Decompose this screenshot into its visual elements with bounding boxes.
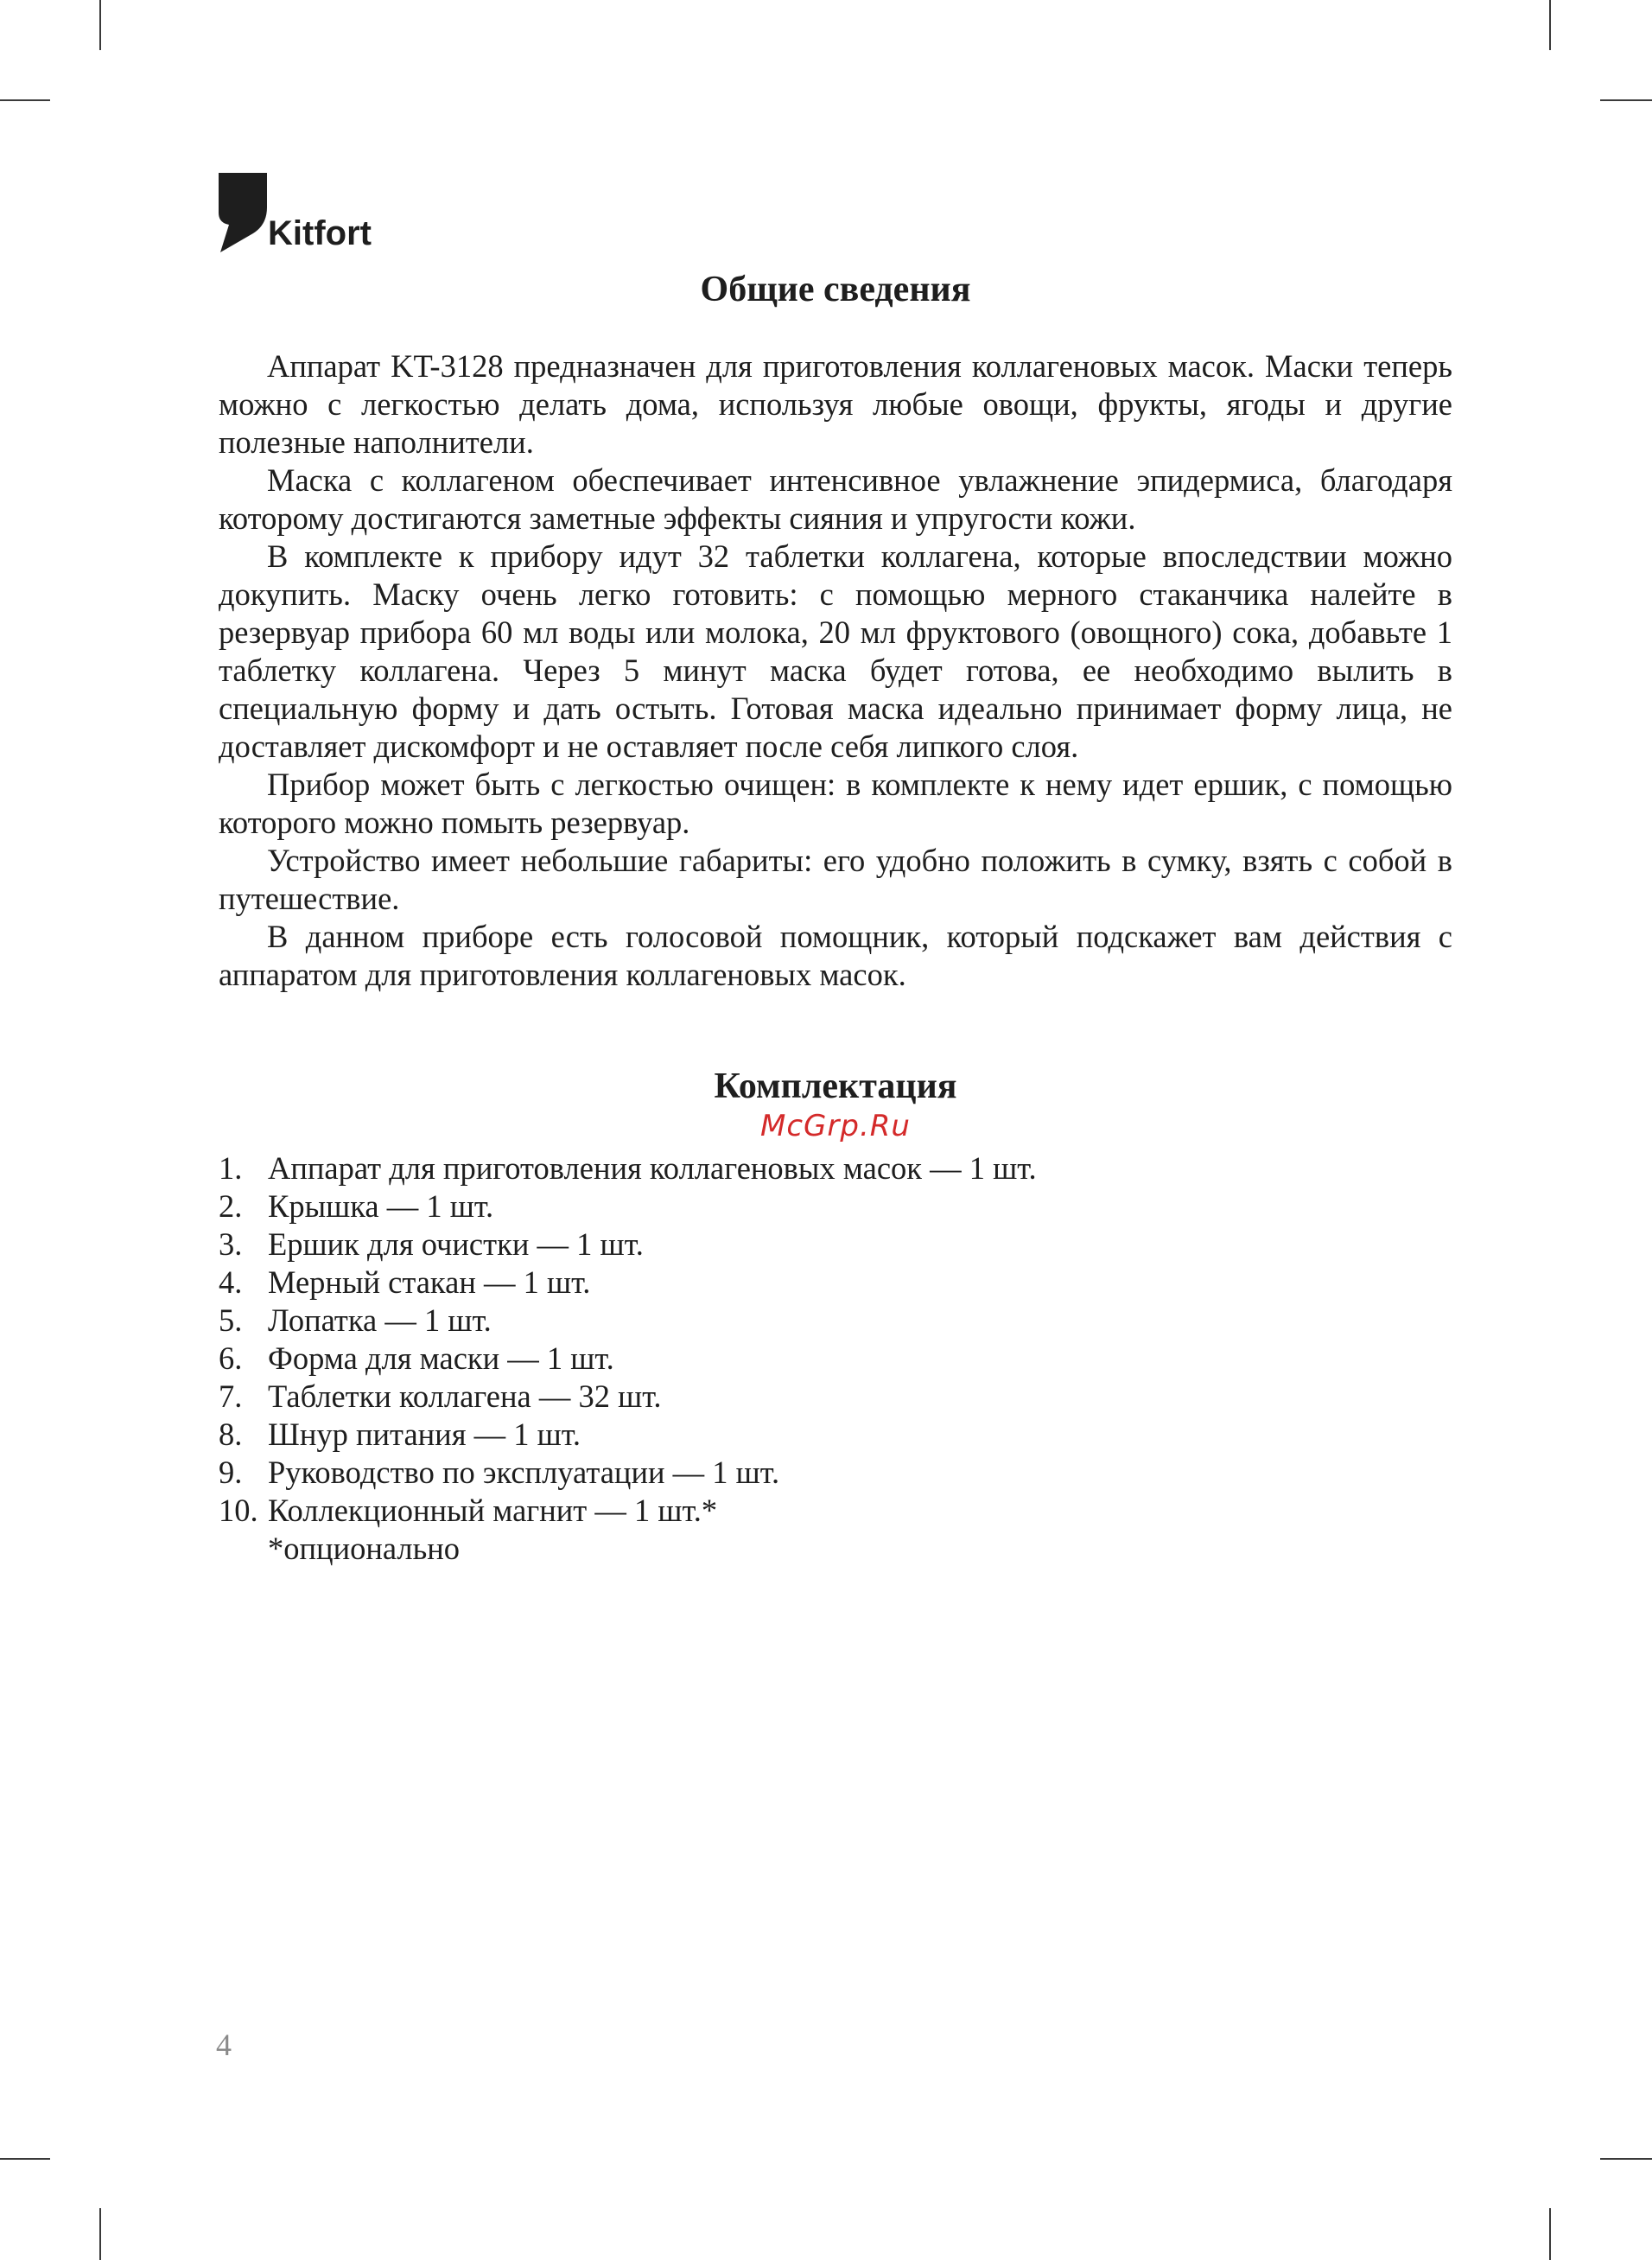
crop-mark: [1600, 2158, 1652, 2160]
list-item: [219, 1492, 1452, 1530]
list-item-text: Мерный стакан — 1 шт.: [268, 1264, 591, 1300]
list-item: [219, 1454, 1452, 1492]
crop-mark: [1549, 2208, 1551, 2260]
list-item: [219, 1225, 1452, 1264]
list-item-text: Руководство по эксплуатации — 1 шт.: [268, 1455, 780, 1490]
crop-mark: [1549, 0, 1551, 50]
paragraph: В данном приборе есть голосовой помощник, который подскажет вам действия с аппаратом для приготовления коллагеновых масок.: [219, 919, 1452, 992]
brand-logo: [219, 173, 391, 255]
crop-mark: [0, 2158, 50, 2160]
list-item-number: 5.: [219, 1302, 243, 1338]
list-item-text: Коллекционный магнит — 1 шт.*: [268, 1493, 718, 1528]
section-title-general: Общие сведения: [700, 270, 971, 309]
list-item: [219, 1187, 1452, 1225]
list-item-text: Крышка — 1 шт.: [268, 1188, 494, 1224]
list-item-number: 6.: [219, 1340, 243, 1376]
watermark: McGrp.Ru: [760, 1109, 911, 1143]
list-item-text: Лопатка — 1 шт.: [268, 1302, 492, 1338]
list-item-text: Аппарат для приготовления коллагеновых масок — 1 шт.: [268, 1150, 1037, 1186]
list-item-number: 10.: [219, 1493, 258, 1528]
list-item: [219, 1264, 1452, 1302]
list-item-text: Шнур питания — 1 шт.: [268, 1416, 581, 1452]
list-item-text: Форма для маски — 1 шт.: [268, 1340, 614, 1376]
list-item-text: Ершик для очистки — 1 шт.: [268, 1226, 644, 1262]
list-item: [219, 1302, 1452, 1340]
list-item-number: 1.: [219, 1150, 243, 1186]
crop-mark: [99, 0, 101, 50]
list-item-number: 3.: [219, 1226, 243, 1262]
paragraph: В комплекте к прибору идут 32 таблетки коллагена, которые впоследствии можно докупить. Маску очень легко готовить: с помощью мерного стаканчика налейте в резервуар прибора 60 мл воды или молока, 20 мл фруктового (овощного) сока, добавьте 1 таблетку коллагена. Через 5 минут маска будет готова, ее необходимо вылить в специальную форму и дать остыть. Готовая маска идеально принимает форму лица, не доставляет дискомфорт и не оставляет после себя липкого слоя.: [219, 538, 1452, 764]
list-item: [219, 1378, 1452, 1416]
list-item-number: 9.: [219, 1455, 243, 1490]
crop-mark: [1600, 99, 1652, 101]
kitfort-logo-icon: [219, 173, 267, 252]
list-item-number: 2.: [219, 1188, 243, 1224]
paragraph: Аппарат KT-3128 предназначен для приготовления коллагеновых масок. Маски теперь можно с легкостью делать дома, используя любые овощи, фрукты, ягоды и другие полезные наполнители.: [219, 348, 1452, 460]
list-item-number: 4.: [219, 1264, 243, 1300]
list-item: [219, 1149, 1452, 1187]
list-item: [219, 1416, 1452, 1454]
list-item: [219, 1340, 1452, 1378]
paragraph: Прибор может быть с легкостью очищен: в комплекте к нему идет ершик, с помощью которого можно помыть резервуар.: [219, 767, 1452, 840]
kit-list: [219, 1149, 1452, 1530]
crop-mark: [99, 2208, 101, 2260]
general-text: [219, 347, 1452, 994]
section-title-kit: Комплектация: [714, 1066, 957, 1106]
page-number: 4: [216, 2028, 232, 2062]
paragraph: Маска с коллагеном обеспечивает интенсивное увлажнение эпидермиса, благодаря которому достигаются заметные эффекты сияния и упругости кожи.: [219, 462, 1452, 536]
list-item-text: Таблетки коллагена — 32 шт.: [268, 1378, 662, 1414]
list-item-number: 7.: [219, 1378, 243, 1414]
list-item-number: 8.: [219, 1416, 243, 1452]
brand-name: Kitfort: [268, 214, 372, 252]
footnote: *опционально: [268, 1531, 461, 1566]
paragraph: Устройство имеет небольшие габариты: его удобно положить в сумку, взять с собой в путешествие.: [219, 843, 1452, 916]
crop-mark: [0, 99, 50, 101]
